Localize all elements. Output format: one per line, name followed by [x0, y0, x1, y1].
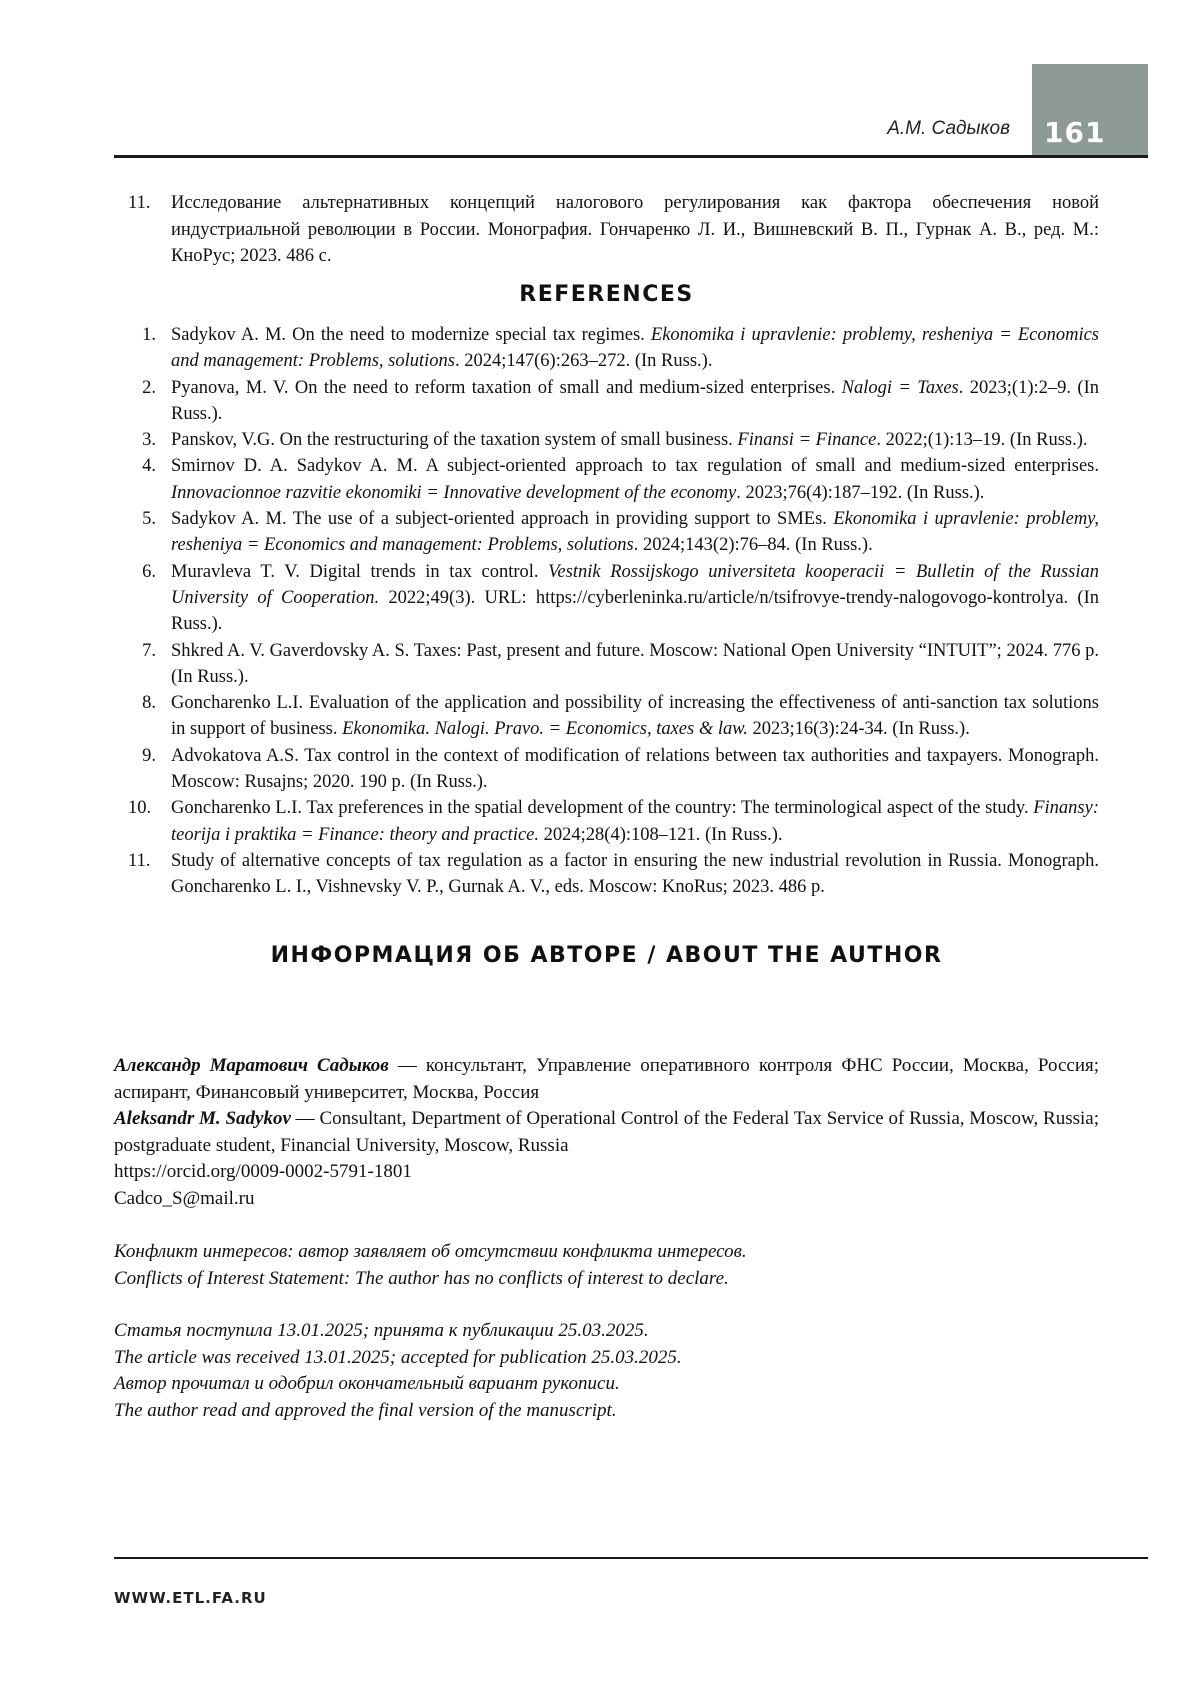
list-item — [114, 506, 1099, 559]
reference-text — [171, 848, 1099, 901]
reference-authors-title: Goncharenko L.I. Evaluation of the application and possibility of increasing the effectiveness of anti-sanction tax solutions in support of business. — [171, 693, 1099, 740]
list-item — [114, 427, 1099, 453]
list-item — [114, 322, 1099, 375]
reference-details: . 2024;143(2):76–84. (In Russ.). — [633, 535, 873, 556]
reference-authors-title: Sadykov A. M. The use of a subject-oriented approach in providing support to SMEs. — [171, 509, 834, 530]
reference-text — [171, 375, 1099, 428]
russian-reference-list — [114, 190, 1099, 270]
reference-source: Vestnik Rossijskogo universiteta kooperacii = Bulletin of the Russian University of Cooperation. — [171, 561, 1099, 608]
conflicts-statement — [114, 1239, 1099, 1292]
references-list — [114, 322, 1099, 901]
reference-number: 5. — [142, 509, 156, 530]
reference-authors-title: Goncharenko L.I. Tax preferences in the spatial development of the country: The terminological aspect of the study. — [171, 798, 1034, 819]
reference-source: Finansi = Finance — [737, 430, 877, 451]
list-item — [114, 375, 1099, 428]
reference-number: 6. — [142, 561, 156, 582]
page-number: 161 — [1044, 116, 1106, 149]
reference-text: Исследование альтернативных концепций налогового регулирования как фактора обеспечения новой индустриальной революции в России. Монография. Гончаренко Л. И., Вишневский В. П., Гурнак А. В., ред. М.: КноРус; 2023. 486 с. — [171, 193, 1099, 266]
reference-text — [171, 795, 1099, 848]
reference-authors-title: Study of alternative concepts of tax regulation as a factor in ensuring the new industrial revolution in Russia. Monograph. Goncharenko L. I., Vishnevsky V. P., Gurnak A. V., eds. Moscow: KnoRus; 2023. 486 p. — [171, 850, 1099, 898]
reference-details: . 2023;76(4):187–192. (In Russ.). — [736, 482, 985, 503]
received-en: The article was received 13.01.2025; accepted for publication 25.03.2025. — [114, 1346, 682, 1368]
reference-details: 2022;49(3). URL: https://cyberleninka.ru/article/n/tsifrovye-trendy-nalogovogo-kontrolya. (In Russ.). — [171, 587, 1099, 635]
reference-text — [171, 743, 1099, 796]
approved-en: The author read and approved the final version of the manuscript. — [114, 1399, 617, 1421]
reference-source: Ekonomika i upravlenie: problemy, resheniya = Economics and management: Problems, solutions — [171, 325, 1099, 372]
list-item — [114, 690, 1099, 743]
reference-number: 10. — [128, 798, 152, 819]
footer-divider — [114, 1557, 1148, 1559]
list-item — [114, 848, 1099, 901]
reference-source: Innovacionnoe razvitie ekonomiki = Innovative development of the economy — [171, 482, 737, 503]
list-item — [114, 453, 1099, 506]
received-ru: Статья поступила 13.01.2025; принята к публикации 25.03.2025. — [114, 1320, 649, 1341]
reference-details: 2023;16(3):24-34. (In Russ.). — [747, 719, 970, 740]
reference-authors-title: Pyanova, M. V. On the need to reform taxation of small and medium-sized enterprises. — [171, 377, 842, 398]
reference-details: 2024;28(4):108–121. (In Russ.). — [539, 824, 783, 845]
list-item — [114, 559, 1099, 638]
author-name-ru: Александр Маратович Садыков — [114, 1055, 389, 1076]
list-item — [114, 743, 1099, 796]
reference-source: Ekonomika. Nalogi. Pravo. = Economics, taxes & law. — [342, 719, 748, 740]
author-email[interactable]: Cadco_S@mail.ru — [114, 1187, 255, 1209]
approved-ru: Автор прочитал и одобрил окончательный вариант рукописи. — [114, 1373, 620, 1394]
article-history — [114, 1318, 1099, 1424]
running-header-author: А.М. Садыков — [887, 118, 1010, 139]
reference-text — [171, 559, 1099, 638]
journal-website[interactable]: WWW.ETL.FA.RU — [114, 1589, 267, 1607]
orcid-link[interactable]: https://orcid.org/0009-0002-5791-1801 — [114, 1161, 412, 1182]
reference-authors-title: Sadykov A. M. On the need to modernize special tax regimes. — [171, 325, 651, 345]
author-name-en: Aleksandr M. Sadykov — [114, 1108, 291, 1129]
reference-details: . 2023;(1):2–9. (In Russ.). — [171, 377, 1099, 424]
list-item — [114, 638, 1099, 691]
reference-authors-title: Muravleva T. V. Digital trends in tax control. — [171, 561, 549, 582]
reference-number: 1. — [142, 325, 156, 345]
reference-number: 4. — [142, 456, 156, 477]
reference-text — [171, 690, 1099, 743]
reference-number: 2. — [142, 377, 156, 398]
reference-number: 3. — [142, 430, 156, 451]
reference-number: 9. — [142, 745, 156, 766]
reference-authors-title: Advokatova A.S. Tax control in the context of modification of relations between tax authorities and taxpayers. Monograph. Moscow: Rusajns; 2020. 190 p. (In Russ.). — [171, 745, 1099, 793]
reference-source: Ekonomika i upravlenie: problemy, resheniya = Economics and management: Problems, solutions — [171, 509, 1099, 556]
author-ru-paragraph — [114, 1053, 1099, 1106]
conflicts-ru: Конфликт интересов: автор заявляет об отсутствии конфликта интересов. — [114, 1241, 747, 1262]
reference-number: 7. — [142, 640, 156, 661]
conflicts-en: Conflicts of Interest Statement: The author has no conflicts of interest to declare. — [114, 1267, 729, 1289]
reference-source: Nalogi = Taxes — [841, 377, 959, 398]
reference-source: Finansy: teorija i praktika = Finance: theory and practice. — [171, 798, 1099, 845]
reference-number: 11. — [128, 850, 151, 871]
author-info-heading: ИНФОРМАЦИЯ ОБ АВТОРЕ / ABOUT THE AUTHOR — [270, 943, 943, 968]
reference-number: 11. — [128, 193, 151, 213]
author-affiliation-en: — Consultant, Department of Operational Control of the Federal Tax Service of Russia, Moscow, Russia; postgraduate student, Financial University, Moscow, Russia — [114, 1108, 1099, 1156]
reference-text — [171, 453, 1099, 506]
list-item — [114, 795, 1099, 848]
reference-authors-title: Shkred A. V. Gaverdovsky A. S. Taxes: Past, present and future. Moscow: National Open University “INTUIT”; 2024. 776 p. (In Russ.). — [171, 640, 1099, 687]
reference-text — [171, 427, 1099, 453]
author-info — [114, 1053, 1099, 1212]
reference-details: . 2022;(1):13–19. (In Russ.). — [876, 430, 1088, 451]
header-divider — [114, 155, 1148, 158]
reference-text — [171, 506, 1099, 559]
list-item — [114, 190, 1099, 270]
author-affiliation-ru: — консультант, Управление оперативного контроля ФНС России, Москва, Россия; аспирант, Финансовый университет, Москва, Россия — [114, 1055, 1100, 1103]
author-en-paragraph — [114, 1106, 1099, 1159]
reference-number: 8. — [142, 693, 156, 714]
reference-text — [171, 322, 1099, 375]
reference-authors-title: Panskov, V.G. On the restructuring of the taxation system of small business. — [171, 430, 738, 451]
references-heading: REFERENCES — [519, 282, 694, 307]
reference-authors-title: Smirnov D. A. Sadykov A. M. A subject-oriented approach to tax regulation of small and medium-sized enterprises. — [171, 456, 1099, 477]
reference-details: . 2024;147(6):263–272. (In Russ.). — [455, 351, 713, 372]
reference-text — [171, 638, 1099, 691]
